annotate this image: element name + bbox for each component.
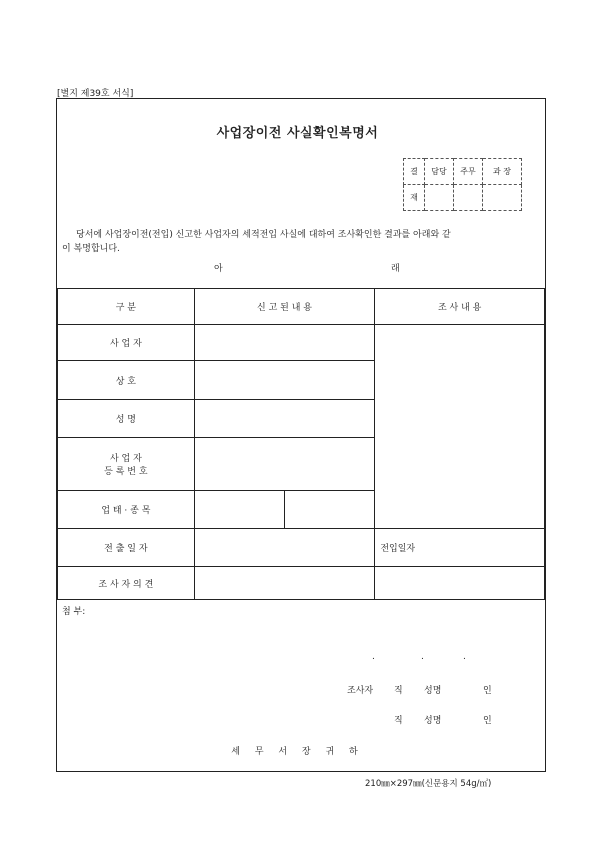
approval-chief-sign[interactable]	[454, 185, 483, 211]
value-business-item[interactable]	[284, 491, 375, 529]
value-name[interactable]	[194, 400, 375, 438]
label-moveout-date: 전 출 일 자	[58, 529, 195, 567]
label-business-owner: 사 업 자	[58, 325, 195, 361]
signature-role: 조사자	[347, 686, 374, 696]
value-trade-name[interactable]	[194, 361, 375, 400]
date-dot-month: .	[421, 652, 424, 662]
approval-box	[403, 158, 522, 211]
header-reported: 신 고 된 내 용	[194, 289, 375, 325]
approval-staff-header: 담당	[425, 159, 454, 185]
label-registration-line1: 사 업 자	[109, 454, 142, 464]
value-registration-number[interactable]	[194, 438, 375, 491]
seal-mark-2[interactable]: 인	[483, 716, 492, 726]
attachment-label: 첨 부:	[62, 607, 86, 617]
approval-label-bottom: 재	[404, 185, 425, 211]
header-investigated: 조 사 내 용	[375, 289, 545, 325]
approval-label-top: 결	[404, 159, 425, 185]
paper-size-note: 210㎜×297㎜(신문용지 54g/㎡)	[365, 779, 492, 789]
signature-rank-1: 직	[394, 686, 403, 696]
value-investigator-opinion-left[interactable]	[194, 567, 375, 600]
signature-rank-2: 직	[394, 716, 403, 726]
document-title: 사업장이전 사실확인복명서	[216, 126, 379, 141]
below-right: 래	[391, 264, 400, 274]
signature-name-2: 성명	[424, 716, 442, 726]
report-table	[57, 288, 545, 600]
date-dot-day: .	[463, 652, 466, 662]
approval-staff-sign[interactable]	[425, 185, 454, 211]
label-name: 성 명	[58, 400, 195, 438]
signature-name-1: 성명	[424, 686, 442, 696]
value-business-type[interactable]	[194, 491, 284, 529]
label-registration-number	[58, 438, 195, 491]
label-business-type: 업 태 · 종 목	[58, 491, 195, 529]
intro-line-1: 당서에 사업장이전(전입) 신고한 사업자의 세적전입 사실에 대하여 조사확인한 결과를 아래와 같	[76, 230, 451, 240]
below-left: 아	[214, 264, 223, 274]
label-movein-date[interactable]: 전입일자	[375, 529, 545, 567]
seal-mark-1[interactable]: 인	[483, 686, 492, 696]
value-business-owner[interactable]	[194, 325, 375, 361]
label-trade-name: 상 호	[58, 361, 195, 400]
form-number-label: [별지 제39호 서식]	[57, 89, 134, 99]
approval-chief-header: 주무	[454, 159, 483, 185]
label-registration-line2: 등 록 번 호	[104, 467, 148, 477]
value-investigator-opinion-right[interactable]	[375, 567, 545, 600]
intro-line-2: 이 복명합니다.	[62, 244, 120, 254]
approval-manager-header: 과 장	[483, 159, 522, 185]
date-dot-year: .	[372, 652, 375, 662]
recipient-line: 세 무 서 장 귀 하	[231, 747, 364, 757]
approval-manager-sign[interactable]	[483, 185, 522, 211]
value-moveout-date[interactable]	[194, 529, 375, 567]
intro-text	[62, 228, 546, 256]
label-investigator-opinion: 조 사 자 의 견	[58, 567, 195, 600]
header-category: 구 분	[58, 289, 195, 325]
investigation-content[interactable]	[375, 325, 545, 529]
